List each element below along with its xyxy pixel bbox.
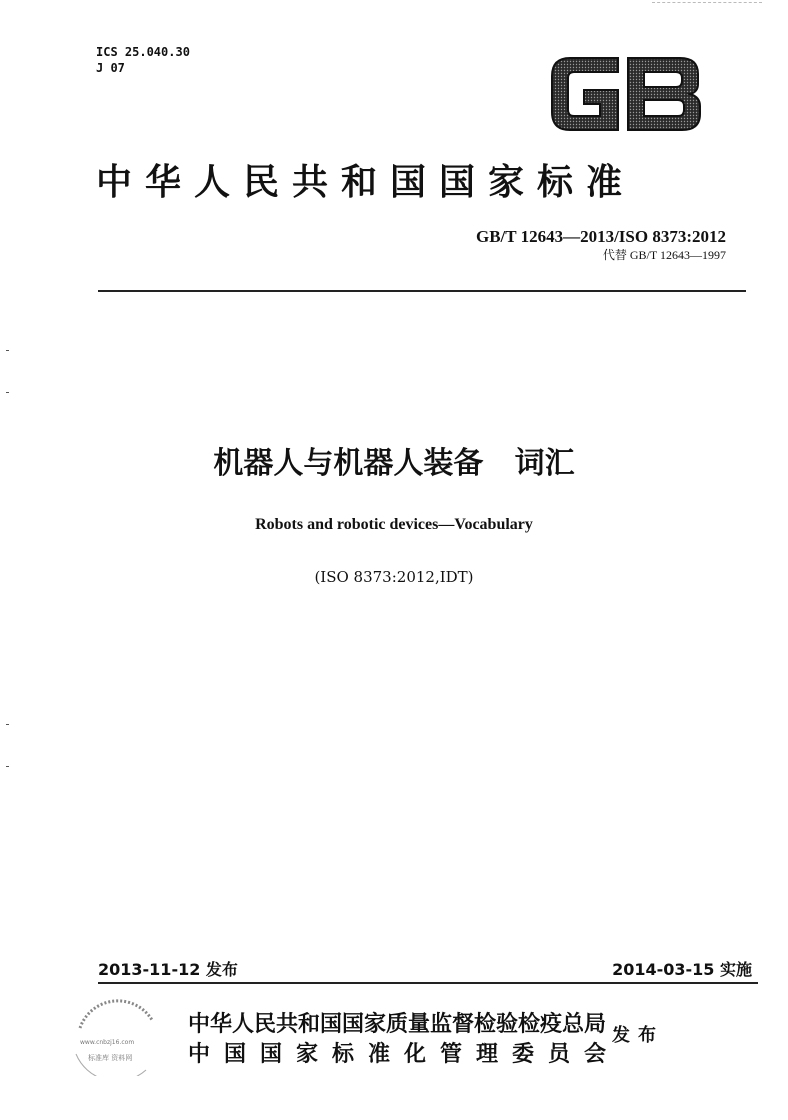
gb-logo-text: GB bbox=[624, 99, 626, 100]
document-title-cn: 机器人与机器人装备 词汇 bbox=[213, 446, 575, 481]
classification-codes bbox=[96, 44, 190, 76]
stamp-text-line1: www.cnbzj16.com bbox=[80, 1039, 135, 1046]
ccs-code: J 07 bbox=[96, 61, 125, 75]
margin-mark bbox=[6, 766, 9, 767]
publish-date: 2013-11-12 发布 bbox=[98, 960, 238, 979]
watermark-stamp bbox=[66, 998, 170, 1076]
stamp-text-line2: 标准库 资料网 bbox=[88, 1054, 133, 1062]
header-divider bbox=[98, 290, 746, 292]
iso-reference: (ISO 8373:2012,IDT) bbox=[314, 568, 474, 586]
ics-code: ICS 25.040.30 bbox=[96, 45, 190, 59]
implementation-date: 2014-03-15 实施 bbox=[612, 960, 752, 979]
issue-label: 发布 bbox=[612, 1025, 664, 1046]
issuer-sac: 中国国家标准化管理委员会 bbox=[188, 1041, 621, 1067]
margin-mark bbox=[6, 724, 9, 725]
standard-number: GB/T 12643—2013/ISO 8373:2012 bbox=[476, 227, 726, 246]
document-title-en: Robots and robotic devices—Vocabulary bbox=[255, 516, 533, 533]
footer-divider bbox=[98, 982, 758, 984]
top-scan-rule bbox=[652, 2, 762, 3]
gb-logo bbox=[548, 54, 703, 134]
issuer-aqsiq: 中华人民共和国国家质量监督检验检疫总局 bbox=[188, 1011, 607, 1037]
replaces-standard: 代替 GB/T 12643—1997 bbox=[602, 248, 726, 262]
margin-mark bbox=[6, 392, 9, 393]
margin-mark bbox=[6, 350, 9, 351]
national-standard-title: 中华人民共和国国家标准 bbox=[96, 161, 636, 203]
